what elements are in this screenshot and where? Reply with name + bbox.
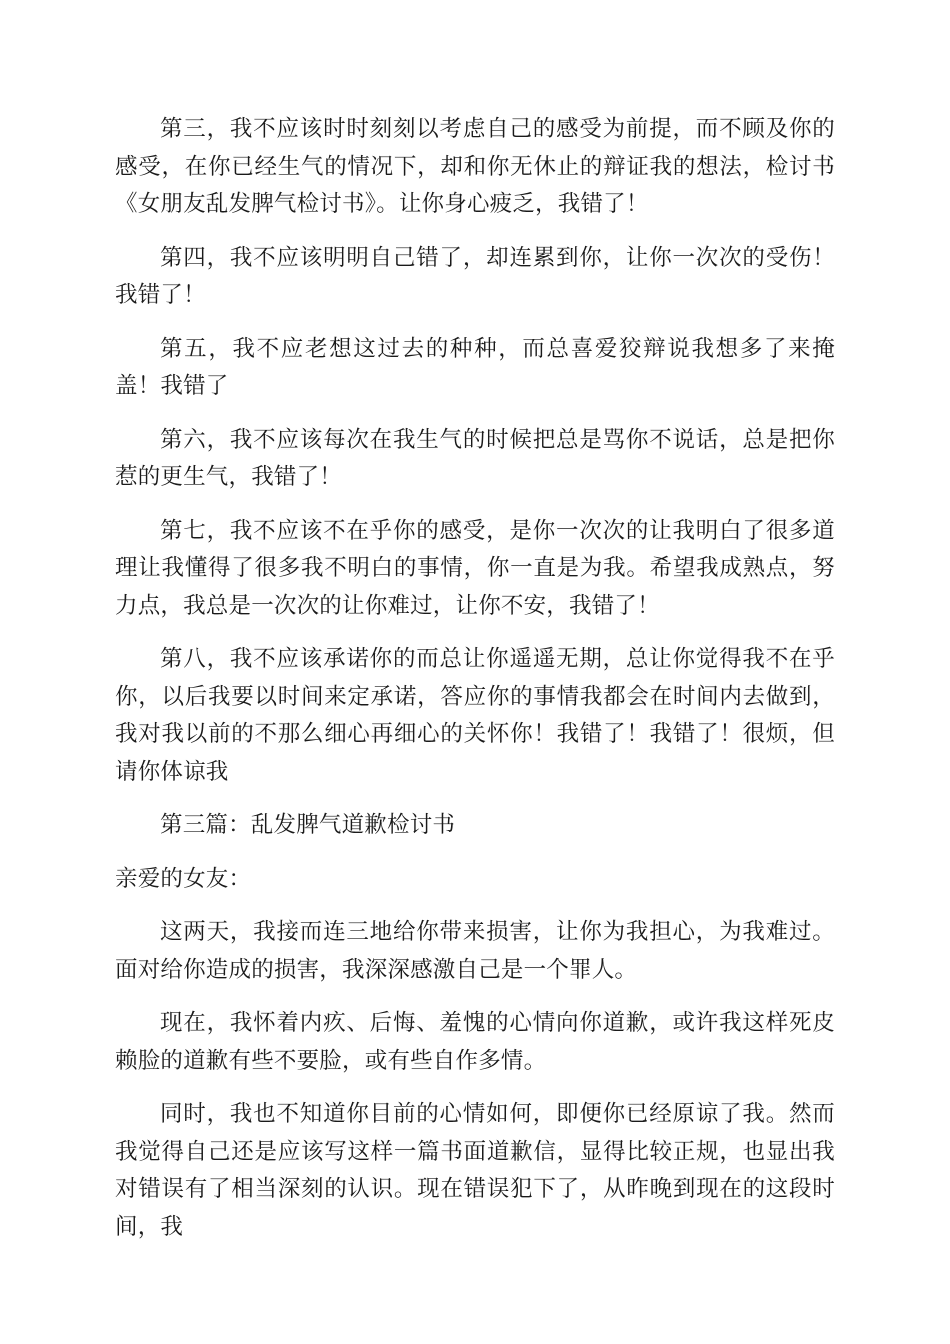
paragraph-body-3: 同时，我也不知道你目前的心情如何，即便你已经原谅了我。然而我觉得自己还是应该写这样一篇书面道歉信，显得比较正规，也显出我对错误有了相当深刻的认识。现在错误犯下了，从昨晚到现在的这段时间，我: [115, 1101, 835, 1240]
paragraph-fourth: 第四，我不应该明明自己错了，却连累到你，让你一次次的受伤！我错了！: [115, 244, 835, 308]
paragraph-eighth: 第八，我不应该承诺你的而总让你遥遥无期，总让你觉得我不在乎你，以后我要以时间来定承诺，答应你的事情我都会在时间内去做到，我对我以前的不那么细心再细心的关怀你！我错了！我错了！很烦，但请你体谅我: [115, 646, 835, 785]
section-heading: 第三篇：乱发脾气道歉检讨书: [160, 812, 456, 838]
salutation: 亲爱的女友：: [115, 865, 252, 892]
paragraph-body-1: 这两天，我接而连三地给你带来损害，让你为我担心，为我难过。面对给你造成的损害，我深深感激自己是一个罪人。: [115, 919, 835, 983]
paragraph-third: 第三，我不应该时时刻刻以考虑自己的感受为前提，而不顾及你的感受，在你已经生气的情况下，却和你无休止的辩证我的想法，检讨书《女朋友乱发脾气检讨书》。让你身心疲乏，我错了！: [115, 116, 835, 217]
paragraph-body-2: 现在，我怀着内疚、后悔、羞愧的心情向你道歉，或许我这样死皮赖脸的道歉有些不要脸，或有些自作多情。: [115, 1010, 835, 1074]
paragraph-seventh: 第七，我不应该不在乎你的感受，是你一次次的让我明白了很多道理让我懂得了很多我不明白的事情，你一直是为我。希望我成熟点，努力点，我总是一次次的让你难过，让你不安，我错了！: [115, 517, 835, 619]
paragraph-sixth: 第六，我不应该每次在我生气的时候把总是骂你不说话，总是把你惹的更生气，我错了！: [115, 426, 835, 490]
paragraph-fifth: 第五，我不应老想这过去的种种，而总喜爱狡辩说我想多了来掩盖！我错了: [115, 335, 835, 399]
document-page: [115, 111, 835, 1262]
